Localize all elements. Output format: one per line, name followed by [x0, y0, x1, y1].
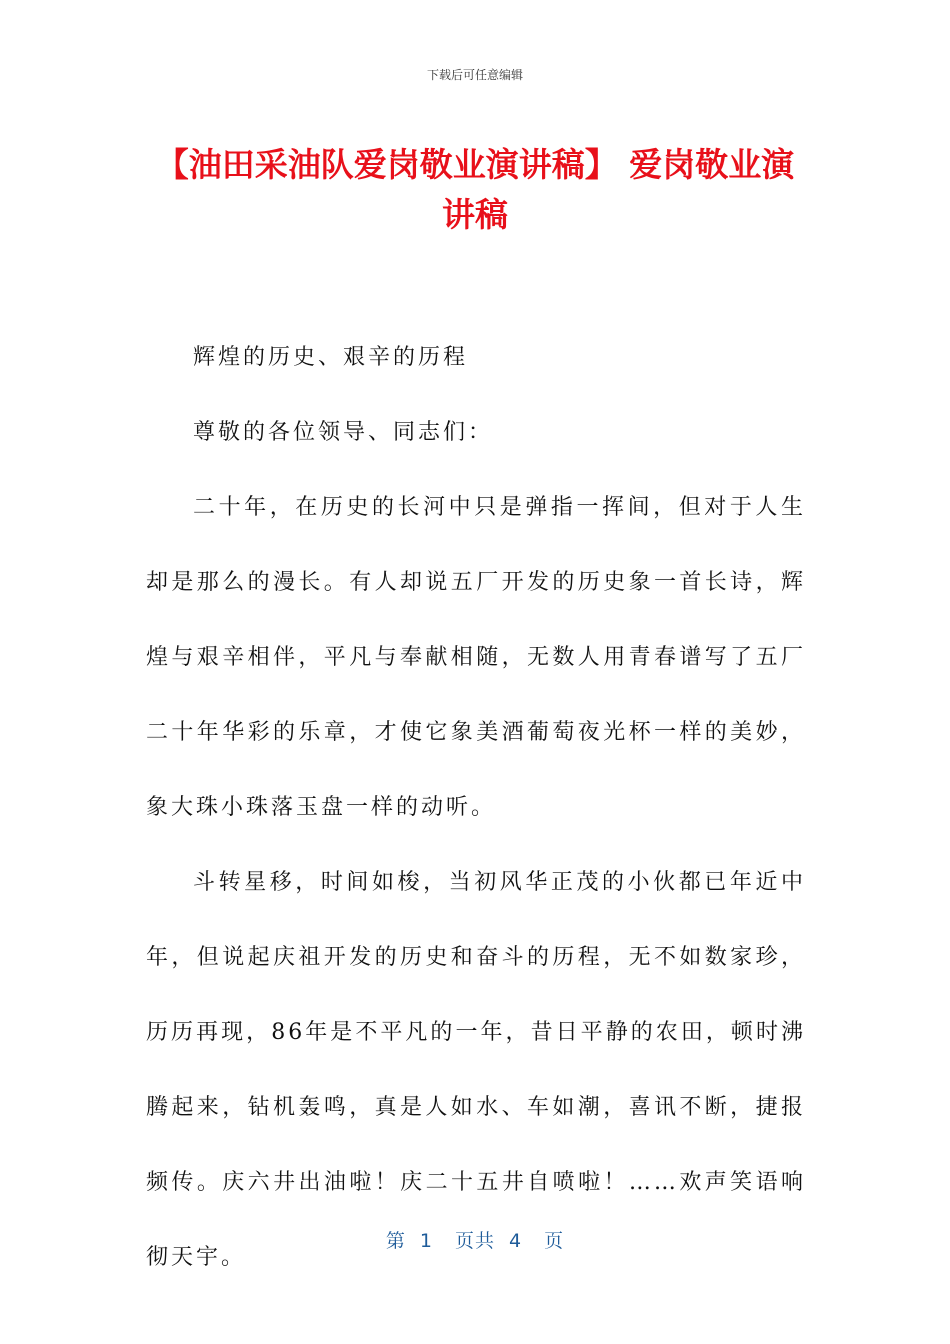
footer-label-page: 第	[385, 1230, 406, 1252]
header-note: 下载后可任意编辑	[426, 68, 523, 82]
document-body	[146, 320, 806, 1295]
document-title: 【油田采油队爱岗敬业演讲稿】 爱岗敬业演讲稿	[155, 145, 795, 234]
footer-total-pages: 4	[509, 1230, 523, 1252]
paragraph-subtitle: 辉煌的历史、艰辛的历程	[193, 345, 469, 370]
page-footer	[0, 1226, 950, 1253]
paragraph-greeting: 尊敬的各位领导、同志们：	[193, 420, 494, 445]
footer-label-total: 页共	[454, 1230, 495, 1252]
footer-current-page: 1	[419, 1230, 433, 1252]
footer-label-end: 页	[544, 1230, 565, 1252]
paragraph-body-2: 斗转星移，时间如梭，当初风华正茂的小伙都已年近中年，但说起庆祖开发的历史和奋斗的历程，无不如数家珍，历历再现，86年是不平凡的一年，昔日平静的农田，顿时沸腾起来，钻机轰鸣，真是人如水、车如潮，喜讯不断，捷报频传。庆六井出油啦！庆二十五井自喷啦！……欢声笑语响彻天宇。	[146, 870, 806, 1270]
paragraph-body-1: 二十年，在历史的长河中只是弹指一挥间，但对于人生却是那么的漫长。有人却说五厂开发的历史象一首长诗，辉煌与艰辛相伴，平凡与奉献相随，无数人用青春谱写了五厂二十年华彩的乐章，才使它象美酒葡萄夜光杯一样的美妙，象大珠小珠落玉盘一样的动听。	[146, 495, 806, 820]
